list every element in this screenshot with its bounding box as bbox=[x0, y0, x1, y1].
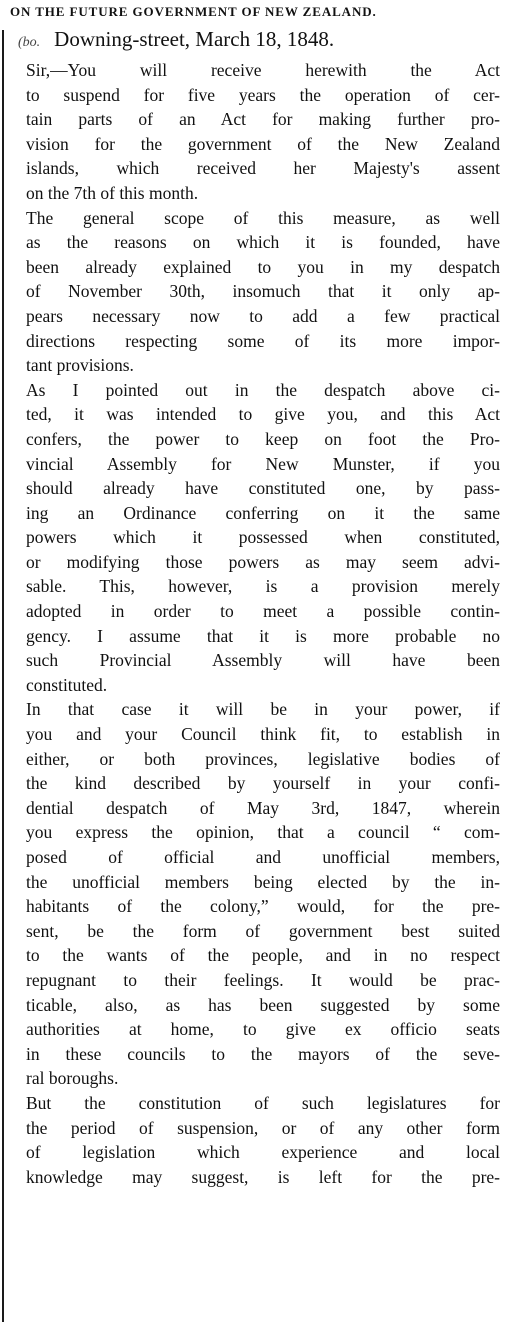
text-line: sable. This, however, is a provision merely bbox=[26, 576, 500, 597]
text-line: But the constitution of such legislatures for bbox=[26, 1092, 500, 1113]
text-line: adopted in order to meet a possible contin- bbox=[26, 601, 500, 622]
text-line: powers which it possessed when constituted, bbox=[26, 527, 500, 548]
text-line: dential despatch of May 3rd, 1847, wherein bbox=[26, 797, 500, 818]
text-line: either, or both provinces, legislative bodies of bbox=[26, 748, 500, 769]
text-line: ticable, also, as has been suggested by some bbox=[26, 994, 500, 1015]
dateline-text: Downing-street, March 18, 1848. bbox=[54, 27, 335, 51]
text-line: vincial Assembly for New Munster, if you bbox=[26, 453, 500, 474]
text-line: you and your Council think fit, to establish in bbox=[26, 724, 500, 745]
text-line: you express the opinion, that a council “ com- bbox=[26, 822, 500, 843]
text-line: knowledge may suggest, is left for the pre- bbox=[26, 1166, 500, 1187]
dateline bbox=[10, 26, 500, 56]
text-line: the period of suspension, or of any other form bbox=[26, 1117, 500, 1138]
text-line: gency. I assume that it is more probable no bbox=[26, 625, 500, 646]
text-line: constituted. bbox=[26, 674, 108, 695]
text-line: on the 7th of this month. bbox=[26, 182, 199, 203]
text-line: posed of official and unofficial members, bbox=[26, 847, 500, 867]
text-line: directions respecting some of its more impor- bbox=[26, 330, 500, 351]
text-line: islands, which received her Majesty's assent bbox=[26, 158, 500, 179]
margin-mark: (bo. bbox=[18, 35, 41, 50]
letter-body bbox=[10, 58, 500, 1189]
text-line: as the reasons on which it is founded, have bbox=[26, 232, 500, 253]
paragraph-3 bbox=[10, 378, 500, 698]
text-line: In that case it will be in your power, if bbox=[26, 699, 500, 720]
text-line: As I pointed out in the despatch above ci- bbox=[26, 379, 500, 400]
text-line: tant provisions. bbox=[26, 355, 134, 376]
text-line: in these councils to the mayors of the seve- bbox=[26, 1043, 500, 1064]
text-line: should already have constituted one, by pass- bbox=[26, 478, 500, 499]
text-line: pears necessary now to add a few practical bbox=[26, 305, 500, 326]
text-line: confers, the power to keep on foot the Pro- bbox=[26, 428, 500, 449]
text-line: the unofficial members being elected by the in- bbox=[26, 871, 500, 892]
text-line: ted, it was intended to give you, and this Act bbox=[26, 404, 500, 425]
text-line: repugnant to their feelings. It would be prac- bbox=[26, 969, 500, 990]
text-line: or modifying those powers as may seem advi- bbox=[26, 551, 500, 572]
text-line: of November 30th, insomuch that it only ap- bbox=[26, 281, 500, 302]
text-line: habitants of the colony,” would, for the pre- bbox=[26, 896, 500, 917]
paragraph-4 bbox=[10, 697, 500, 1091]
text-line: tain parts of an Act for making further pro- bbox=[26, 109, 500, 130]
paragraph-2 bbox=[10, 206, 500, 378]
text-line: sent, be the form of government best suited bbox=[26, 920, 500, 941]
paragraph-5 bbox=[10, 1091, 500, 1189]
text-line: authorities at home, to give ex officio seats bbox=[26, 1019, 500, 1040]
text-line: ral boroughs. bbox=[26, 1068, 119, 1089]
text-line: The general scope of this measure, as well bbox=[26, 207, 500, 228]
article-heading: ON THE FUTURE GOVERNMENT OF NEW ZEALAND. bbox=[10, 4, 377, 19]
text-line: Sir,—You will receive herewith the Act bbox=[26, 60, 500, 80]
text-line: such Provincial Assembly will have been bbox=[26, 650, 500, 671]
text-line: of legislation which experience and local bbox=[26, 1142, 500, 1163]
column-rule bbox=[2, 30, 4, 1322]
text-line: been already explained to you in my despatch bbox=[26, 256, 500, 277]
text-line: ing an Ordinance conferring on it the same bbox=[26, 502, 500, 523]
text-line: vision for the government of the New Zealand bbox=[26, 133, 500, 154]
paragraph-1 bbox=[10, 58, 500, 206]
text-line: to the wants of the people, and in no respect bbox=[26, 945, 500, 966]
text-line: the kind described by yourself in your confi- bbox=[26, 773, 500, 794]
text-line: to suspend for five years the operation of cer- bbox=[26, 84, 500, 105]
